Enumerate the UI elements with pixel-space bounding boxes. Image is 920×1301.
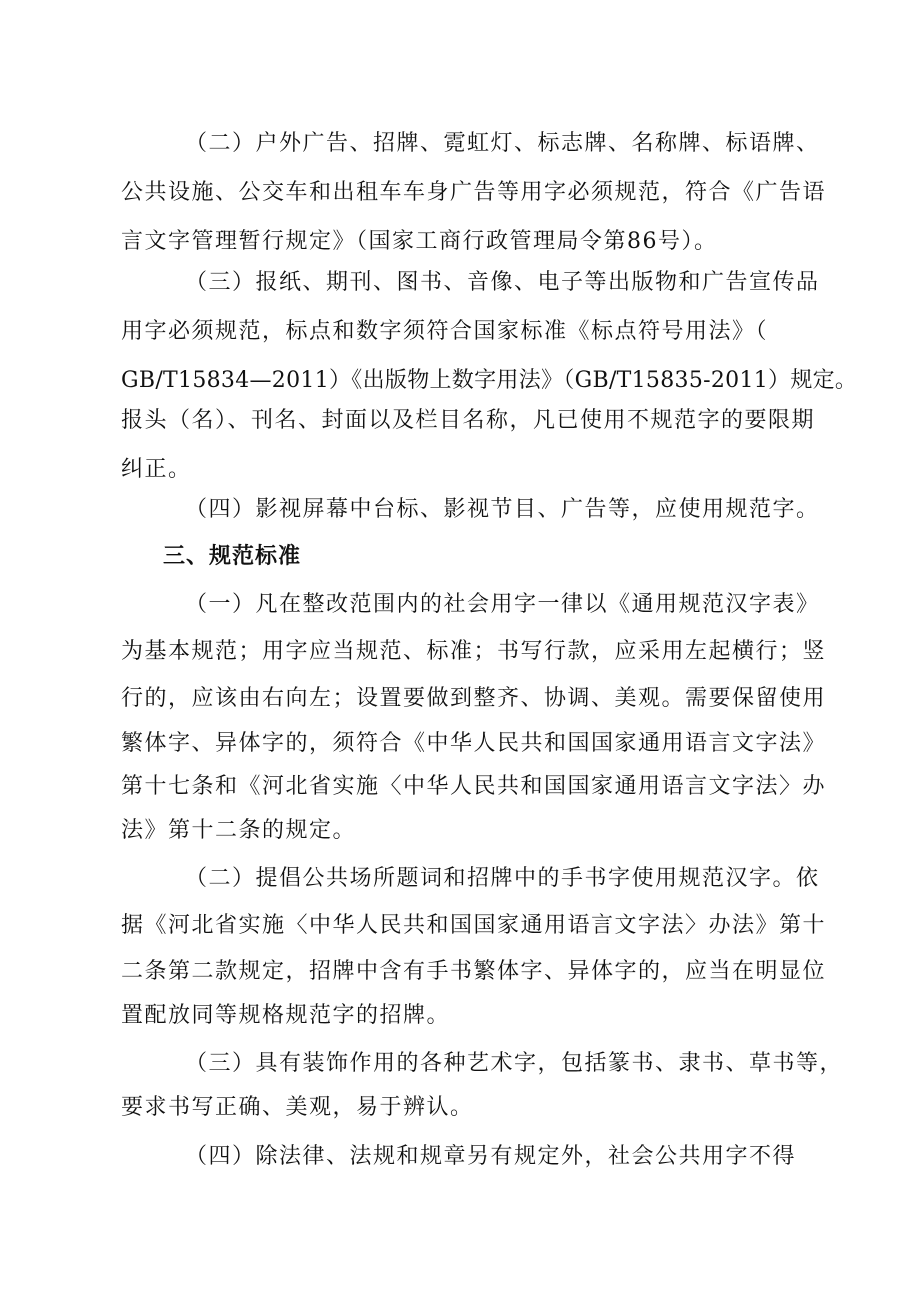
text-line: 纠正。 — [121, 457, 192, 482]
section-heading: 三、规范标准 — [163, 544, 302, 569]
text-line: 报头（名）、刊名、封面以及栏目名称，凡已使用不规范字的要限期 — [121, 408, 816, 433]
text-line: 二条第二款规定，招牌中含有手书繁体字、异体字的，应当在明显位 — [121, 959, 827, 984]
text-line: （三）报纸、期刊、图书、音像、电子等出版物和广告宣传品 — [185, 270, 820, 295]
text-line: （三）具有装饰作用的各种艺术字，包括篆书、隶书、草书等， — [185, 1051, 844, 1076]
text-line: 法》第十二条的规定。 — [121, 818, 357, 843]
text-line: 用字必须规范，标点和数字须符合国家标准《标点符号用法》（ — [121, 319, 769, 344]
text-line: （四）影视屏幕中台标、影视节目、广告等，应使用规范字。 — [185, 497, 820, 522]
text-line: 公共设施、公交车和出租车车身广告等用字必须规范，符合《广告语 — [121, 180, 827, 205]
text-line: 据《河北省实施〈中华人民共和国国家通用语言文字法〉办法》第十 — [121, 913, 827, 938]
text-line: （二）户外广告、招牌、霓虹灯、标志牌、名称牌、标语牌、 — [185, 131, 820, 156]
text-line: （二）提倡公共场所题词和招牌中的手书字使用规范汉字。依 — [185, 866, 820, 891]
text-line: 第十七条和《河北省实施〈中华人民共和国国家通用语言文字法〉办 — [121, 774, 827, 799]
text-line: GB/T15834—2011）《出版物上数字用法》（GB/T15835-2011）规定。 — [121, 368, 858, 393]
text-line: 置配放同等规格规范字的招牌。 — [121, 1003, 451, 1028]
text-line: 繁体字、异体字的，须符合《中华人民共和国国家通用语言文字法》 — [121, 731, 827, 756]
text-line: 行的，应该由右向左；设置要做到整齐、协调、美观。需要保留使用 — [121, 686, 827, 711]
text-line: （四）除法律、法规和规章另有规定外，社会公共用字不得 — [185, 1144, 797, 1169]
text-line: 要求书写正确、美观，易于辨认。 — [121, 1095, 474, 1120]
text-line: 为基本规范；用字应当规范、标准；书写行款，应采用左起横行；竖 — [121, 639, 827, 664]
text-line: （一）凡在整改范围内的社会用字一律以《通用规范汉字表》 — [185, 592, 820, 617]
text-line: 言文字管理暂行规定》（国家工商行政管理局令第86号）。 — [121, 229, 718, 254]
